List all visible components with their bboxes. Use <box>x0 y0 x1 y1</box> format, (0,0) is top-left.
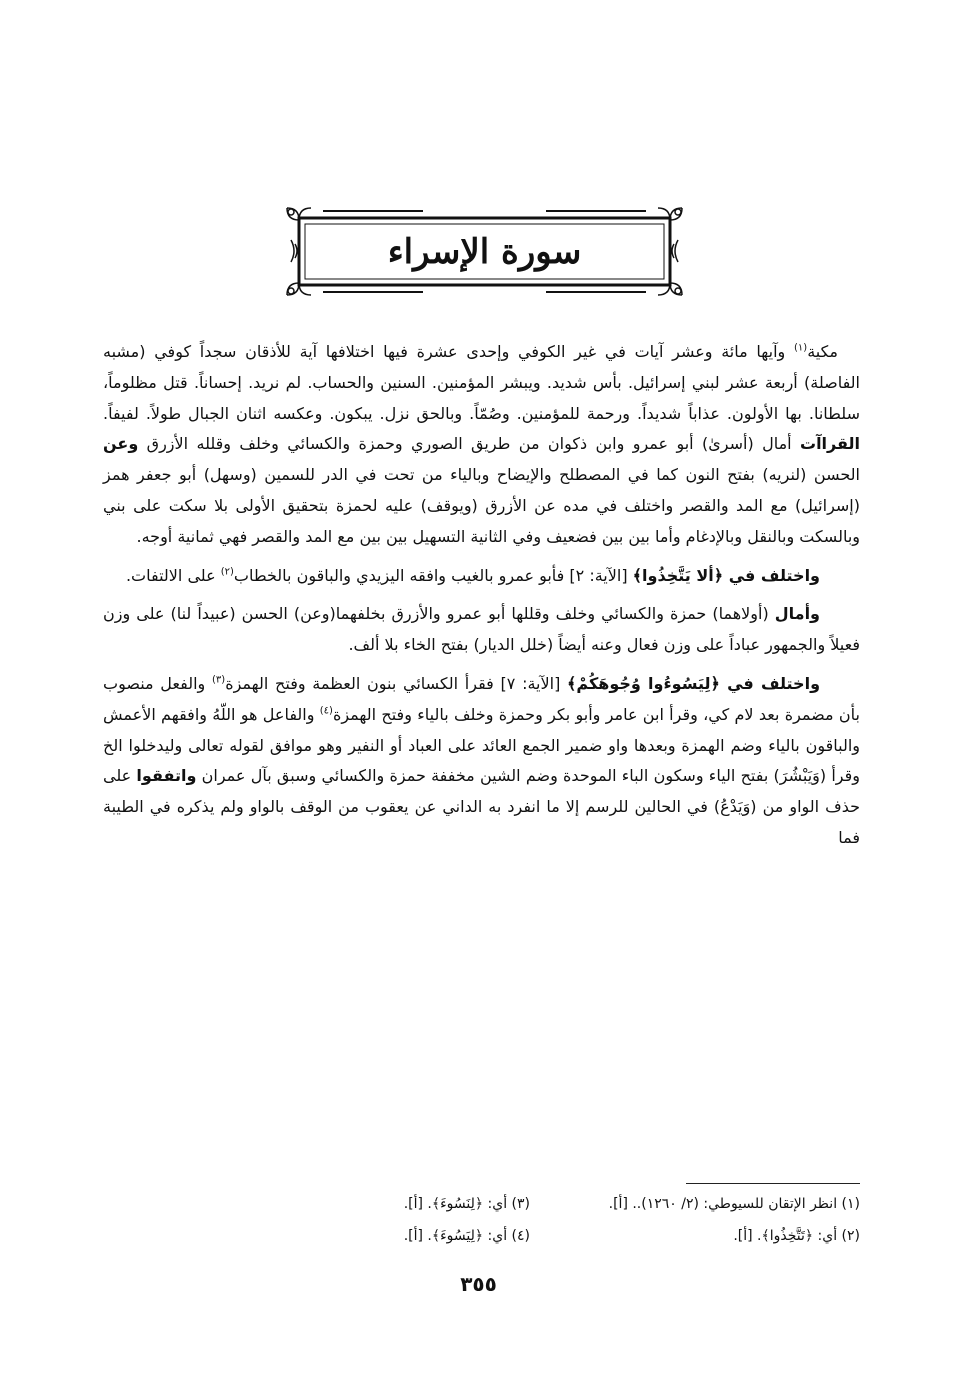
para2-lead: واختلف في ﴿ألا يَتَّخِذُوا﴾ <box>632 565 820 585</box>
para4-f: على حذف الواو من (وَيَدْعُ) في الحالين للرسم إلا ما انفرد به الداني عن يعقوب من الوقف بالواو ولم يذكره في الطيبة فما <box>103 766 860 847</box>
footnote-1: (١) انظر الإتقان للسيوطي: (٢/ ١٢٦٠).. [أ]. <box>608 1196 860 1212</box>
para1-d: أمال (أسرىٰ) أبو عمرو وابن ذكوان من طريق الصوري وحمزة والكسائي وخلف وقلله الأزرق <box>138 434 800 454</box>
footnote-row <box>270 1188 860 1220</box>
para1-a: مكية <box>807 342 838 361</box>
surah-title-frame <box>283 204 686 299</box>
paragraph-intro <box>103 337 860 553</box>
para1-bold: وعن <box>103 434 139 454</box>
footnote-separator <box>686 1183 860 1184</box>
footnote-4: (٤) أي: ﴿لِيَسُوءَ﴾. [أ]. <box>403 1228 530 1244</box>
main-text <box>103 337 860 862</box>
para4-bold: واتفقوا <box>136 766 197 786</box>
para3-lead: وأمال <box>774 604 820 624</box>
para1-f: الحسن (لنريه) بفتح النون كما في المصطلح والإيضاح وبالياء من تحت في الدر للسمين (وسهل) أبو جعفر همز (إسرائيل) مع المد والقصر واختلف في مده عن الأزرق (ويوقف) عليه لحمزة بتحقيق الأولى بلا سكت على بني وبالسكت وبالنقل وبالإدغام وأما بين بين فضعيف وفي الثانية التسهيل بين بين مع المد والقصر فهي ثمانية أوجه. <box>103 465 860 546</box>
footnotes <box>270 1188 860 1252</box>
para1-heading: القراآت <box>799 434 860 454</box>
paragraph-2 <box>103 561 860 592</box>
para3-b: (أولاهما) حمزة والكسائي وخلف وقللها أبو عمرو والأزرق بخلفهما(وعن) الحسن (عبيداً لنا) على وزن فعيلاً والجمهور عباداً على وزن فعال وعنه أيضاً (خلل الديار) بفتح الخاء بلا ألف. <box>103 604 860 655</box>
para2-c: على الالتفات. <box>125 565 221 585</box>
footnote-ref[interactable]: (٤) <box>319 705 333 717</box>
para4-c: والفعل منصوب بأن مضمرة بعد لام كي، وقرأ ابن عامر وأبو بكر وحمزة وخلف بالياء وفتح الهمزة <box>103 673 860 724</box>
footnote-ref[interactable]: (٣) <box>212 674 226 686</box>
para4-d: والفاعل هو اللّهُ وافقهم الأعمش والباقون بالياء وضم الهمزة وبعدها واو ضمير الجمع العائد على العباد أو النفير وهو موافق لقوله تعالى وليدخلوا الخ وقرأ (وَيَبْشُرَ) بفتح الياء وسكون الباء الموحدة وضم الشين مخففة حمزة والكسائي وسبق بآل عمران <box>103 704 861 786</box>
page-number: ٣٥٥ <box>460 1272 497 1296</box>
para4-b: [الآية: ٧] فقرأ الكسائي بنون العظمة وفتح الهمزة <box>225 673 568 693</box>
paragraph-4 <box>103 669 860 854</box>
footnote-ref[interactable]: (٢) <box>220 566 234 578</box>
footnote-row <box>270 1220 860 1252</box>
footnote-3: (٣) أي: ﴿لِنَسُوءَ﴾. [أ]. <box>403 1196 530 1212</box>
para4-lead: واختلف في ﴿لِيَسُوءُوا وُجُوهَكُمْ﴾ <box>567 673 821 693</box>
footnote-2: (٢) أي: ﴿تَتَّخِذُوا﴾. [أ]. <box>733 1228 860 1244</box>
surah-title: سورة الإسراء <box>387 231 582 272</box>
para2-b: [الآية: ٢] فأبو عمرو بالغيب وافقه اليزيدي والباقون بالخطاب <box>233 565 633 585</box>
para1-b: وآيها مائة وعشر آيات في غير الكوفي وإحدى عشرة فيها اختلافها آية للأذقان سجداً كوفي (مشبه الفاصلة) أربعة عشر لبني إسرائيل. بأس شديد. ويبشر المؤمنين. السنين والحساب. لم نريد. إحساناً. قتل مظلوماً، سلطانا. بها الأولون. عذاباً شديداً. ورحمة للمؤمنين. وصُمّاً. وبالحق نزل. يبكون. وعكسه اثنان الجبال طولاً. لفيفاً. <box>103 342 860 423</box>
paragraph-3 <box>103 599 860 661</box>
footnote-ref[interactable]: (١) <box>794 342 808 354</box>
